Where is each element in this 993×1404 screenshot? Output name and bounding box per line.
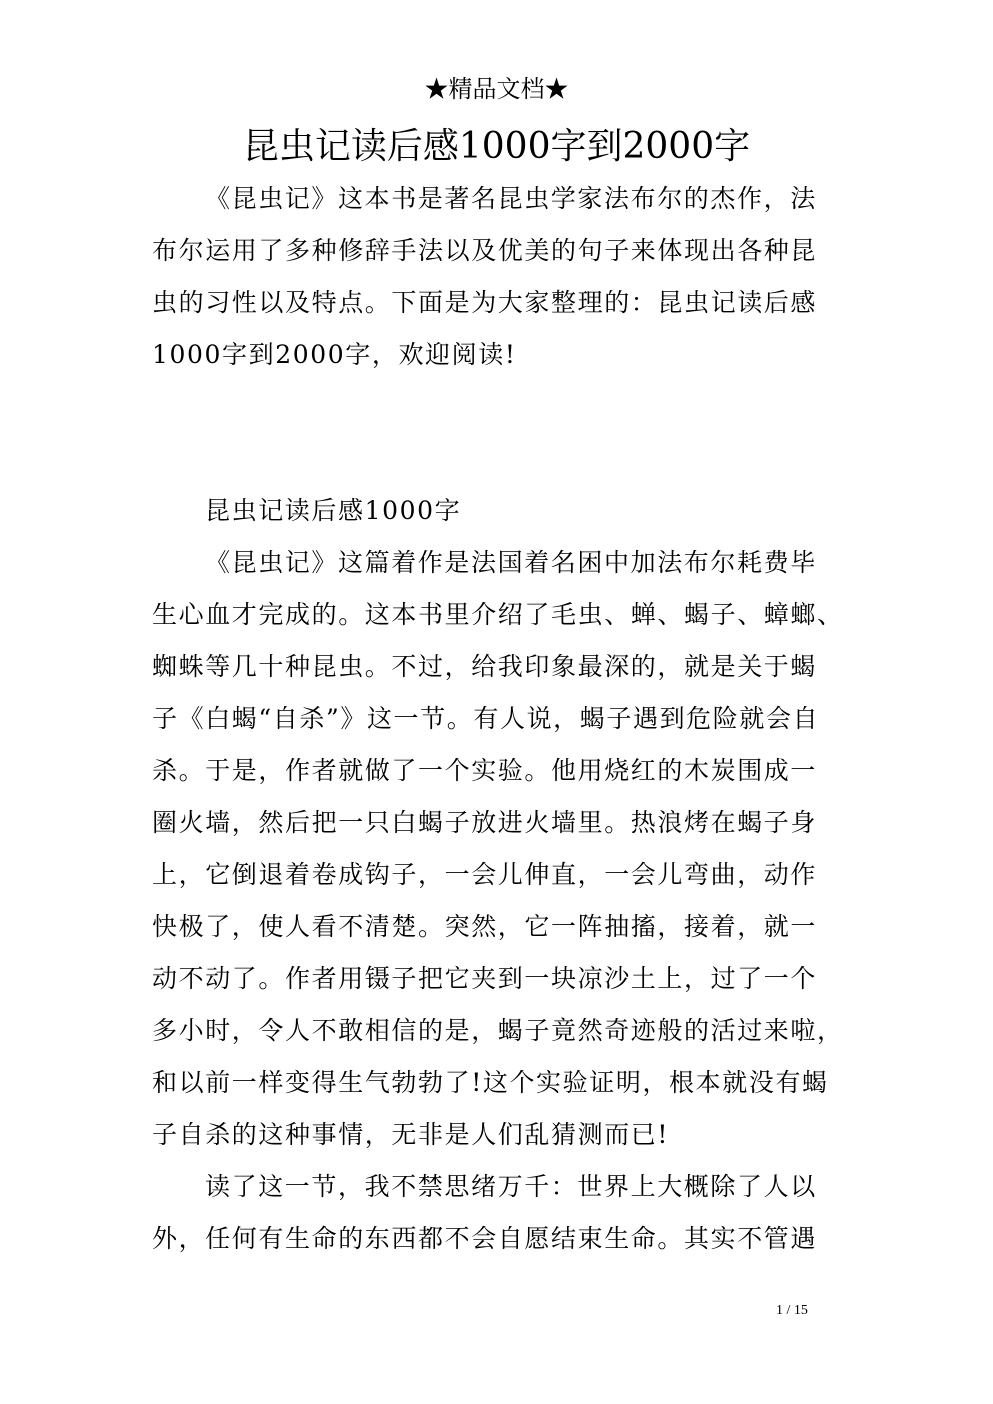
intro-line: 布尔运用了多种修辞手法以及优美的句子来体现出各种昆 xyxy=(152,236,818,265)
paragraph-line: 蜘蛛等几十种昆虫。不过，给我印象最深的，就是关于蝎 xyxy=(152,652,818,681)
paragraph-line: 子自杀的这种事情，无非是人们乱猜测而已! xyxy=(152,1120,670,1149)
page-indicator: 1 / 15 xyxy=(776,1303,808,1318)
intro-line: 《昆虫记》这本书是著名昆虫学家法布尔的杰作，法 xyxy=(205,184,817,213)
intro-line: 1000字到2000字，欢迎阅读! xyxy=(152,340,517,369)
document-title: 昆虫记读后感1000字到2000字 xyxy=(242,126,751,167)
paragraph-line: 《昆虫记》这篇着作是法国着名困中加法布尔耗费毕 xyxy=(205,548,817,577)
paragraph-line: 动不动了。作者用镊子把它夹到一块凉沙土上，过了一个 xyxy=(152,964,818,993)
paragraph-line: 上，它倒退着卷成钩子，一会儿伸直，一会儿弯曲，动作 xyxy=(152,860,818,889)
paragraph-line: 读了这一节，我不禁思绪万千：世界上大概除了人以 xyxy=(205,1172,817,1201)
section-heading: 昆虫记读后感1000字 xyxy=(205,496,462,525)
paragraph-line: 杀。于是，作者就做了一个实验。他用烧红的木炭围成一 xyxy=(152,756,818,785)
paragraph-line: 多小时，令人不敢相信的是，蝎子竟然奇迹般的活过来啦， xyxy=(152,1016,844,1045)
intro-line: 虫的习性以及特点。下面是为大家整理的：昆虫记读后感 xyxy=(152,288,818,317)
paragraph-line: 和以前一样变得生气勃勃了!这个实验证明，根本就没有蝎 xyxy=(152,1068,829,1097)
paragraph-line: 生心血才完成的。这本书里介绍了毛虫、蝉、蝎子、蟑螂、 xyxy=(152,600,844,629)
paragraph-line: 外，任何有生命的东西都不会自愿结束生命。其实不管遇 xyxy=(152,1224,818,1253)
paragraph-line: 圈火墙，然后把一只白蝎子放进火墙里。热浪烤在蝎子身 xyxy=(152,808,818,837)
header-badge: ★精品文档★ xyxy=(424,75,569,103)
paragraph-line: 子《白蝎“自杀”》这一节。有人说，蝎子遇到危险就会自 xyxy=(152,704,820,733)
paragraph-line: 快极了，使人看不清楚。突然，它一阵抽搐，接着，就一 xyxy=(152,912,818,941)
